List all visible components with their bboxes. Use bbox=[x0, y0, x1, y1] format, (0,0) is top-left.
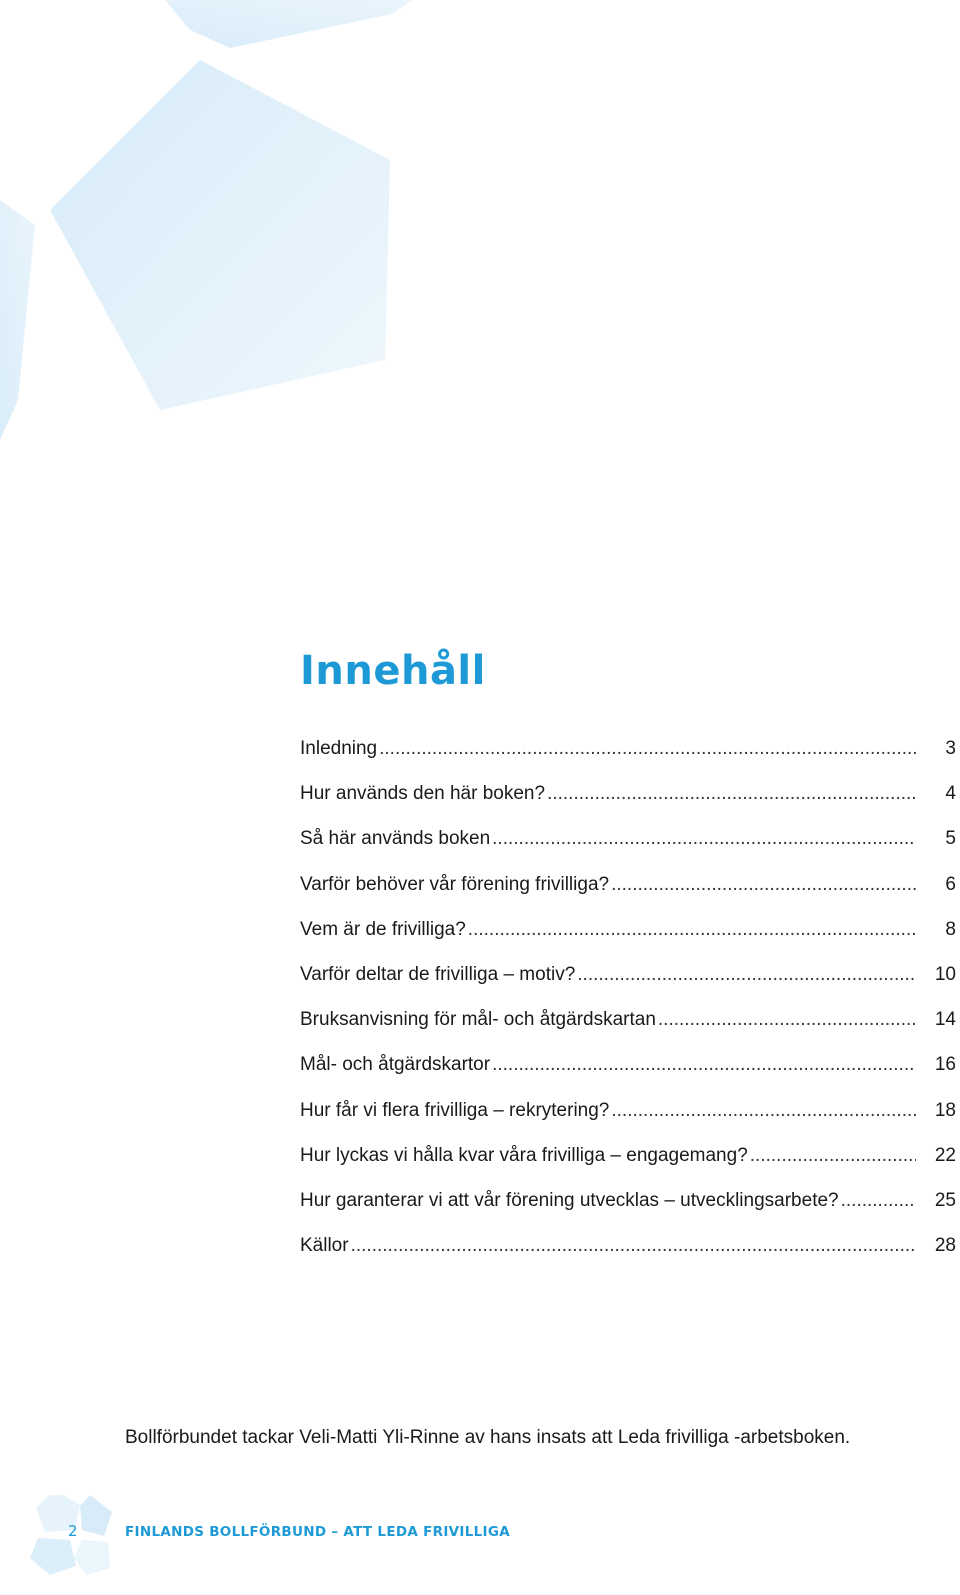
footer-pentagon bbox=[80, 1495, 112, 1536]
toc-entry[interactable] bbox=[300, 1235, 956, 1280]
toc-entry[interactable] bbox=[300, 1100, 956, 1145]
toc-entry[interactable] bbox=[300, 1054, 956, 1099]
toc-leader bbox=[492, 828, 916, 850]
toc-entry-page: 14 bbox=[934, 1009, 956, 1031]
footer-pentagon bbox=[74, 1540, 110, 1575]
toc-entry-title: Vem är de frivilliga? bbox=[300, 918, 466, 940]
footer-title: FINLANDS BOLLFÖRBUND – ATT LEDA FRIVILLIGA bbox=[125, 1524, 510, 1540]
toc-entry-page: 22 bbox=[934, 1144, 956, 1166]
toc-entry-page: 28 bbox=[934, 1235, 956, 1257]
toc-entry-page: 10 bbox=[934, 963, 956, 985]
toc-entry[interactable] bbox=[300, 783, 956, 828]
toc-entry-page: 25 bbox=[934, 1189, 956, 1211]
toc-entry-title: Bruksanvisning för mål- och åtgärdskartan bbox=[300, 1009, 656, 1031]
toc-entry[interactable] bbox=[300, 1190, 956, 1235]
toc-entry[interactable] bbox=[300, 1145, 956, 1190]
toc-entry-title: Så här används boken bbox=[300, 828, 491, 850]
toc-leader bbox=[351, 1235, 916, 1257]
toc-entry-page: 4 bbox=[945, 783, 956, 805]
toc-entry-page: 3 bbox=[945, 738, 956, 759]
toc-entry-title: Hur garanterar vi att vår förening utvecklas – utvecklingsarbete? bbox=[300, 1189, 839, 1211]
toc-entry[interactable] bbox=[300, 874, 956, 919]
toc-leader bbox=[547, 783, 916, 805]
pentagon-shape bbox=[165, 0, 412, 48]
toc-leader bbox=[658, 1009, 916, 1031]
toc-entry-page: 6 bbox=[945, 873, 956, 895]
toc-leader bbox=[750, 1145, 916, 1167]
toc-entry-title: Varför behöver vår förening frivilliga? bbox=[300, 873, 610, 895]
toc-entry[interactable] bbox=[300, 964, 956, 1009]
table-of-contents bbox=[300, 738, 956, 1280]
toc-entry-title: Inledning bbox=[300, 738, 378, 759]
toc-leader bbox=[841, 1190, 916, 1212]
pentagon-shape bbox=[50, 60, 390, 410]
toc-entry-title: Hur lyckas vi hålla kvar våra frivilliga – engagemang? bbox=[300, 1144, 748, 1166]
toc-leader bbox=[492, 1054, 916, 1076]
toc-entry[interactable] bbox=[300, 828, 956, 873]
page-title: Innehåll bbox=[300, 648, 486, 694]
toc-entry-page: 16 bbox=[934, 1054, 956, 1076]
toc-leader bbox=[379, 738, 916, 760]
toc-entry-page: 18 bbox=[934, 1099, 956, 1121]
toc-leader bbox=[611, 874, 916, 896]
toc-leader bbox=[468, 919, 916, 941]
footer-logo-shape bbox=[0, 1495, 960, 1595]
toc-entry-page: 5 bbox=[945, 828, 956, 850]
acknowledgement-text: Bollförbundet tackar Veli-Matti Yli-Rinne av hans insats att Leda frivilliga -arbetsboken. bbox=[125, 1427, 851, 1448]
toc-entry-title: Hur används den här boken? bbox=[300, 783, 546, 805]
toc-leader bbox=[611, 1100, 916, 1122]
toc-entry-title: Varför deltar de frivilliga – motiv? bbox=[300, 963, 576, 985]
toc-entry-title: Källor bbox=[300, 1235, 349, 1257]
toc-entry-page: 8 bbox=[945, 918, 956, 940]
toc-entry-title: Hur får vi flera frivilliga – rekrytering? bbox=[300, 1099, 610, 1121]
toc-entry-title: Mål- och åtgärdskartor bbox=[300, 1054, 491, 1076]
footer-page-number: 2 bbox=[68, 1522, 78, 1540]
footer-pentagon bbox=[30, 1538, 76, 1575]
toc-entry[interactable] bbox=[300, 1009, 956, 1054]
toc-leader bbox=[577, 964, 916, 986]
pentagon-shape bbox=[0, 200, 35, 440]
toc-entry[interactable] bbox=[300, 919, 956, 964]
toc-entry[interactable] bbox=[300, 738, 956, 783]
